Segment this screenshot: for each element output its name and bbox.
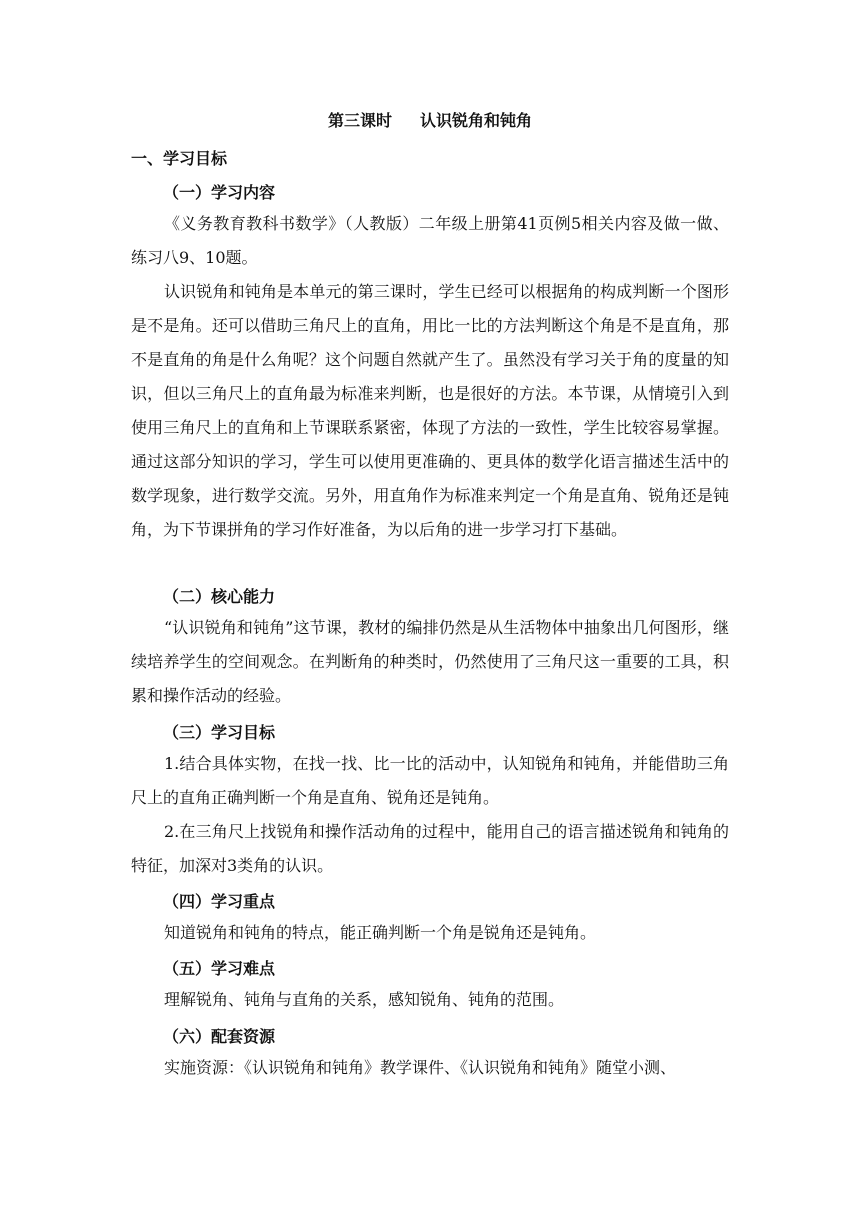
section-heading-goals: 一、学习目标: [131, 149, 228, 168]
paragraph-content: 《义务教育教科书数学》（人教版）二年级上册第41页例5相关内容及做一做、练习八9、10题。: [131, 214, 729, 267]
paragraph-analysis: 认识锐角和钝角是本单元的第三课时，学生已经可以根据角的构成判断一个图形是不是角。还可以借助三角尺上的直角，用比一比的方法判断这个角是不是直角，那不是直角的角是什么角呢？这个问题自然就产生了。虽然没有学习关于角的度量的知识，但以三角尺上的直角最为标准来判断，也是很好的方法。本节课，从情境引入到使用三角尺上的直角和上节课联系紧密，体现了方法的一致性，学生比较容易掌握。通过这部分知识的学习，学生可以使用更准确的、更具体的数学化语言描述生活中的数学现象，进行数学交流。另外，用直角作为标准来判定一个角是直角、锐角还是钝角，为下节课拼角的学习作好准备，为以后角的进一步学习打下基础。: [131, 282, 729, 539]
page-title: [0, 108, 860, 131]
objective-item-1: 1.结合具体实物，在找一找、比一比的活动中，认知锐角和钝角，并能借助三角尺上的直角正确判断一个角是直角、锐角还是钝角。: [131, 754, 729, 807]
subheading-objectives: （三）学习目标: [163, 723, 276, 742]
title-lesson-number: 第三课时: [327, 111, 392, 130]
paragraph-difficulties: 理解锐角、钝角与直角的关系，感知锐角、钝角的范围。: [164, 990, 565, 1009]
subheading-content: （一）学习内容: [163, 183, 276, 202]
paragraph-resources: 实施资源：《认识锐角和钝角》教学课件、《认识锐角和钝角》随堂小测、: [164, 1058, 677, 1077]
subheading-difficulties: （五）学习难点: [163, 959, 276, 978]
subheading-resources: （六）配套资源: [163, 1027, 276, 1046]
objective-item-2: 2.在三角尺上找锐角和操作活动角的过程中，能用自己的语言描述锐角和钝角的特征，加深对3类角的认识。: [131, 822, 729, 875]
paragraph-key-points: 知道锐角和钝角的特点，能正确判断一个角是锐角还是钝角。: [164, 923, 597, 942]
title-lesson-name: 认识锐角和钝角: [420, 111, 533, 130]
subheading-key-points: （四）学习重点: [163, 892, 276, 911]
subheading-core-ability: （二）核心能力: [163, 587, 276, 606]
paragraph-core-ability: “认识锐角和钝角”这节课，教材的编排仍然是从生活物体中抽象出几何图形，继续培养学生的空间观念。在判断角的种类时，仍然使用了三角尺这一重要的工具，积累和操作活动的经验。: [131, 618, 729, 705]
